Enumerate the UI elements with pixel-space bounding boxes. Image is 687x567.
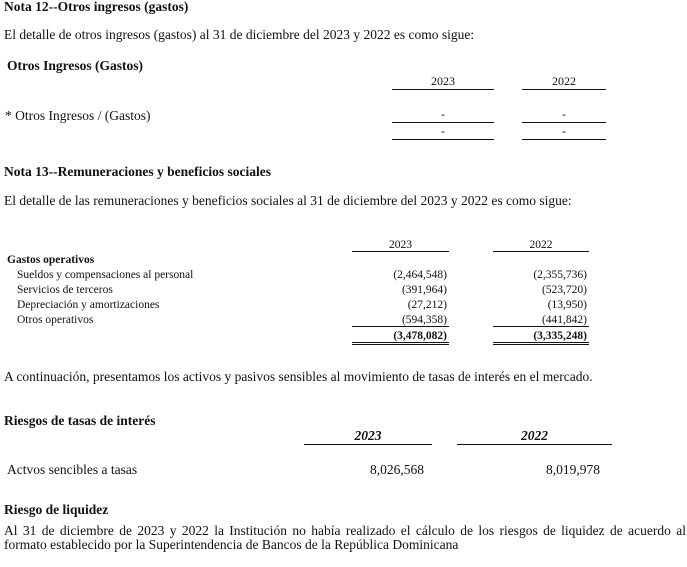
nota13-row-2022: (441,842): [493, 314, 589, 327]
liquidez-text: Al 31 de diciembre de 2023 y 2022 la Institución no había realizado el cálculo de los riesgos de liquidez de acuerdo al formato establecido por la Superintendencia de Bancos de la República Dominicana: [4, 523, 686, 552]
activos-value-2022: 8,019,978: [546, 462, 600, 477]
nota13-row-2022: (13,950): [547, 299, 587, 311]
nota13-row-label: Depreciación y amortizaciones: [17, 299, 160, 311]
nota13-row-2023: (391,964): [401, 284, 447, 296]
nota12-col-2022: 2022: [522, 74, 606, 90]
nota13-row-2023: (27,212): [407, 299, 447, 311]
nota13-row-2023: (2,464,548): [393, 269, 447, 281]
liquidez-title: Riesgo de liquidez: [4, 502, 109, 517]
nota12-row-2023: -: [392, 107, 494, 123]
activos-col-2022: 2022: [457, 428, 612, 445]
nota13-row-2022: (523,720): [541, 284, 587, 296]
nota13-total-2022: (3,335,248): [493, 330, 589, 345]
nota12-total-2023: -: [392, 124, 494, 140]
nota13-row-label: Otros operativos: [17, 314, 94, 326]
nota13-row-2023: (594,358): [352, 314, 449, 327]
nota12-row-label: * Otros Ingresos / (Gastos): [5, 108, 151, 123]
nota12-col-2023: 2023: [392, 74, 494, 90]
nota13-total-2023: (3,478,082): [352, 330, 449, 345]
nota12-intro: El detalle de otros ingresos (gastos) al 31 de diciembre del 2023 y 2022 es como sigue:: [4, 27, 475, 42]
nota12-title: Nota 12--Otros ingresos (gastos): [4, 0, 189, 14]
nota13-row-label: Sueldos y compensaciones al personal: [17, 269, 194, 281]
activos-row-label: Actvos sencibles a tasas: [7, 462, 138, 477]
nota13-row-2022: (2,355,736): [533, 269, 587, 281]
activos-intro: A continuación, presentamos los activos y pasivos sensibles al movimiento de tasas de interés en el mercado.: [4, 369, 593, 384]
activos-title: Riesgos de tasas de interés: [4, 413, 156, 428]
nota13-col-2023: 2023: [352, 239, 449, 252]
nota12-total-2022: -: [522, 124, 606, 140]
nota13-group-label: Gastos operativos: [7, 254, 95, 266]
nota13-intro: El detalle de las remuneraciones y beneficios sociales al 31 de diciembre del 2023 y 2022 es como sigue:: [4, 193, 572, 208]
nota13-row-label: Servicios de terceros: [17, 284, 113, 296]
nota13-title: Nota 13--Remuneraciones y beneficios sociales: [4, 164, 271, 179]
activos-value-2023: 8,026,568: [370, 462, 424, 477]
nota12-table-title: Otros Ingresos (Gastos): [7, 58, 144, 73]
nota13-col-2022: 2022: [493, 239, 589, 252]
activos-col-2023: 2023: [304, 428, 432, 445]
nota12-row-2022: -: [522, 107, 606, 123]
